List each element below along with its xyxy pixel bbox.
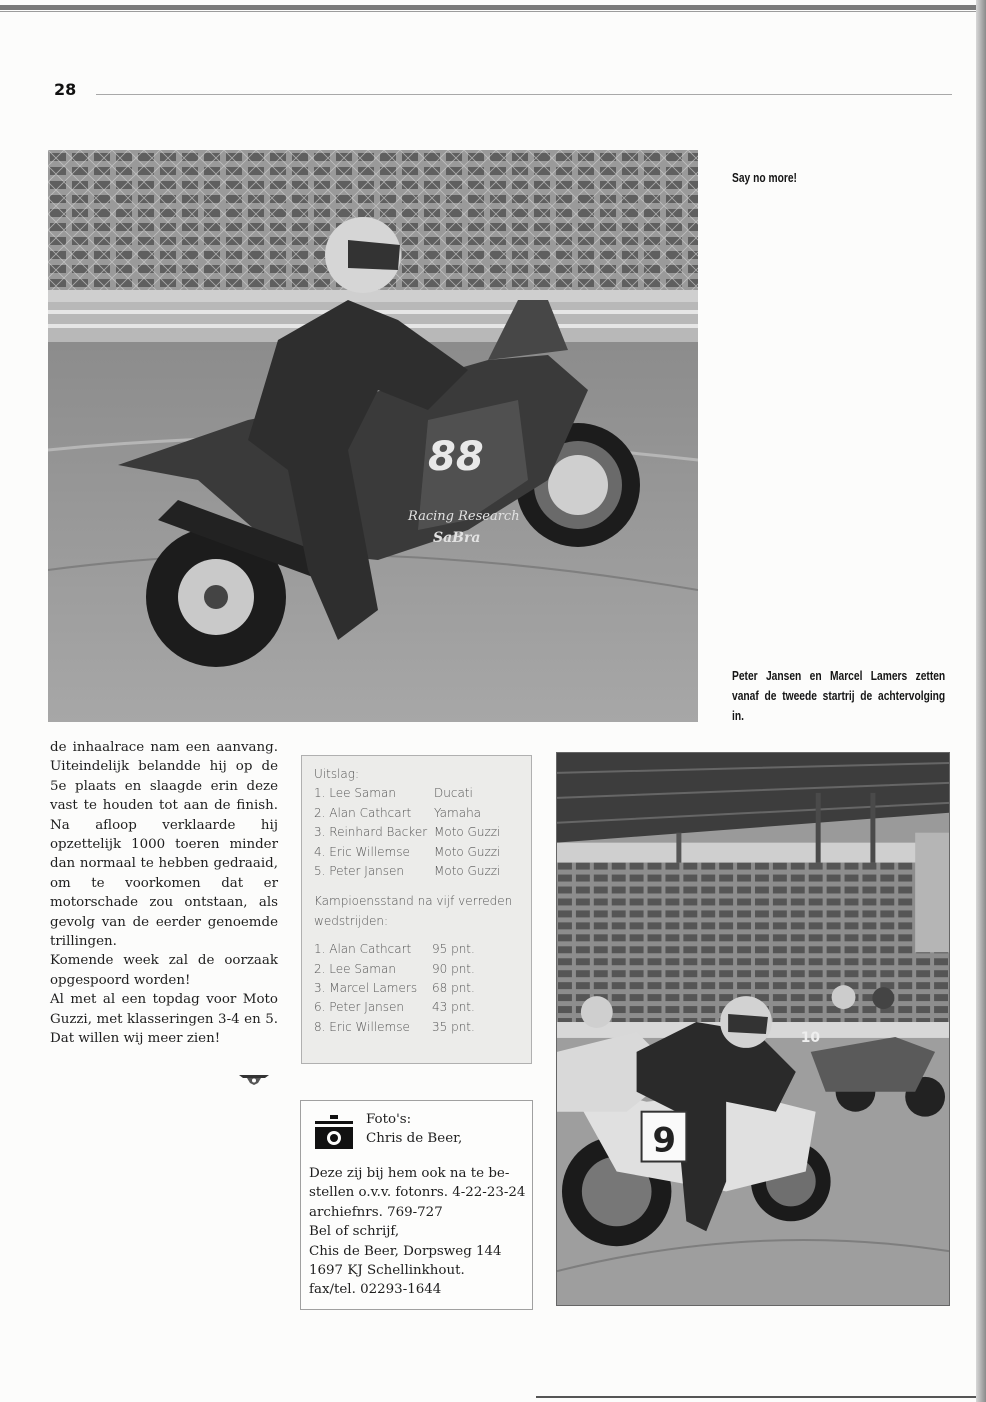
grid-photo-number: 9: [652, 1120, 677, 1160]
moto-guzzi-eagle-icon: [238, 1072, 270, 1086]
result-bike: Moto Guzzi: [434, 825, 501, 840]
article-paragraph: Komende week zal de oorzaak opgespoord worden!: [50, 953, 278, 988]
standing-row: [314, 1018, 531, 1037]
camera-icon: [315, 1115, 353, 1149]
result-name: 1. Lee Saman: [314, 786, 396, 801]
standings-title-2: wedstrijden:: [314, 913, 389, 928]
credit-label: Foto's:: [366, 1112, 412, 1127]
credit-line: Deze zij bij hem ook na te be-: [309, 1166, 510, 1181]
standings-title: Kampioensstand na vijf verreden: [314, 894, 513, 909]
credit-line: fax/tel. 02293-1644: [309, 1282, 442, 1298]
article-paragraph: de inhaalrace nam een aanvang. Uiteindelijk belandde hij op de 5e plaats en slaagde erin deze vast te houden tot aan de finish. Na afloop verklaarde hij opzettelijk 1000 toeren minder dan normaal te hebben gedraaid, om te voorkomen dat er motorschade zou ontstaan, als gevolg van de eerder genoemde trillingen.: [50, 740, 278, 950]
top-rule-thin: [0, 11, 976, 12]
header-rule: [96, 94, 952, 95]
result-bike: Moto Guzzi: [434, 863, 501, 878]
standing-name: 3. Marcel Lamers: [314, 980, 418, 995]
credit-photographer: Chris de Beer,: [366, 1131, 463, 1147]
standing-name: 6. Peter Jansen: [314, 1000, 405, 1015]
standing-points: 43 pnt.: [432, 1000, 475, 1015]
credit-line: stellen o.v.v. fotonrs. 4-22-23-24: [309, 1185, 526, 1201]
result-row: [314, 784, 531, 803]
standing-row: [314, 998, 531, 1017]
main-photo-number: 88: [428, 434, 484, 480]
standing-name: 8. Eric Willemse: [314, 1019, 410, 1034]
standing-points: 35 pnt.: [432, 1019, 475, 1034]
credit-details: [309, 1164, 531, 1300]
article-text: [50, 738, 278, 1049]
main-photo-sponsor-1: Racing Research: [408, 509, 520, 524]
starting-grid-photo: [556, 752, 950, 1306]
result-name: 2. Alan Cathcart: [314, 805, 412, 820]
standing-points: 68 pnt.: [432, 980, 475, 995]
credit-line: 1697 KJ Schellinkhout.: [309, 1263, 465, 1279]
credit-line: Chis de Beer, Dorpsweg 144: [309, 1243, 502, 1259]
result-row: [314, 823, 531, 842]
result-name: 4. Eric Willemse: [314, 844, 410, 859]
result-name: 3. Reinhard Backer: [314, 825, 428, 840]
top-rule: [0, 5, 976, 10]
photo-caption-bottom: Peter Jansen en Marcel Lamers zetten vanaf de tweede startrij de achtervolging in.: [732, 669, 946, 723]
results-box: [301, 755, 532, 1064]
standing-row: [314, 960, 531, 979]
credit-line: archiefnrs. 769-727: [309, 1204, 443, 1220]
credit-line: Bel of schrijf,: [309, 1224, 400, 1240]
result-name: 5. Peter Jansen: [314, 863, 405, 878]
credit-header: [366, 1110, 462, 1149]
footer-rule: [536, 1396, 976, 1398]
result-row: [314, 804, 531, 823]
article-paragraph: Al met al een topdag voor Moto Guzzi, met klasseringen 3-4 en 5. Dat willen wij meer zien!: [50, 992, 278, 1047]
standing-name: 2. Lee Saman: [314, 961, 396, 976]
result-bike: Yamaha: [434, 805, 482, 820]
standing-row: [314, 940, 531, 959]
wheelie-photo: [48, 150, 698, 722]
standing-name: 1. Alan Cathcart: [314, 942, 412, 957]
page-number: 28: [54, 80, 77, 99]
standing-points: 90 pnt.: [432, 961, 475, 976]
result-row: [314, 843, 531, 862]
main-photo-sponsor-2: SaBra: [433, 530, 481, 546]
page-edge: [976, 0, 986, 1402]
standing-points: 95 pnt.: [432, 942, 475, 957]
photo-credit-box: [300, 1100, 533, 1310]
photo-caption-top: Say no more!: [732, 171, 797, 185]
grid-photo-number-2: 10: [800, 1029, 821, 1046]
result-row: [314, 862, 531, 881]
result-bike: Moto Guzzi: [434, 844, 501, 859]
results-title: Uitslag:: [314, 767, 360, 781]
result-bike: Ducati: [434, 786, 473, 801]
standing-row: [314, 979, 531, 998]
